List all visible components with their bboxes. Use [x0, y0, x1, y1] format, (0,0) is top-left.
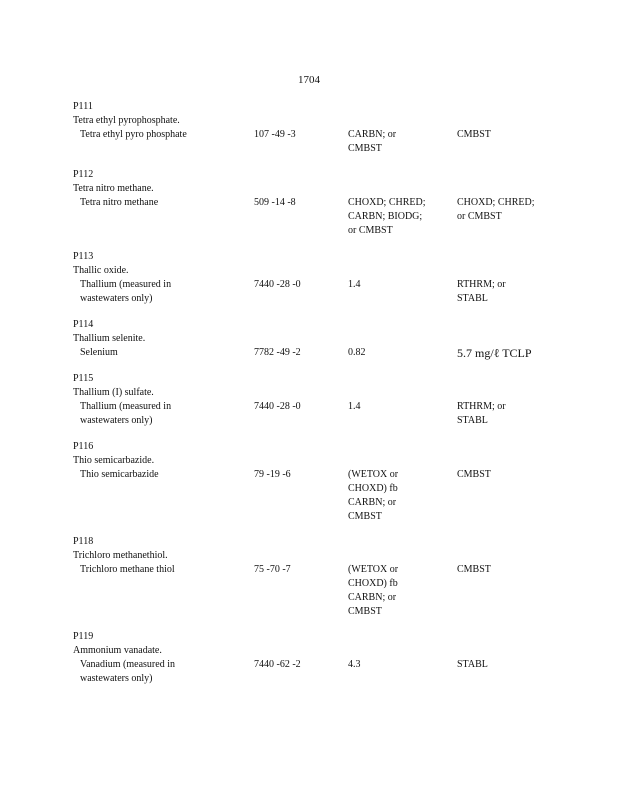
- waste-code: P113: [73, 251, 94, 262]
- waste-name: Thallium selenite.: [73, 333, 146, 344]
- wastewater-line: CMBST: [348, 606, 382, 617]
- waste-name: Trichloro methanethiol.: [73, 550, 168, 561]
- waste-name: Ammonium vanadate.: [73, 645, 162, 656]
- constituent-row: [73, 563, 553, 617]
- constituent-row: [73, 400, 553, 426]
- constituent-row: [73, 468, 553, 522]
- waste-entry-p113: [73, 250, 553, 304]
- waste-entry-p114: [73, 318, 553, 360]
- cas-number: 7440 -28 -0: [254, 279, 301, 290]
- nonwastewater-line: RTHRM; or: [457, 279, 506, 290]
- constituent-text: Thallium (measured in: [80, 401, 172, 412]
- constituent-text: Vanadium (measured in: [80, 659, 175, 670]
- constituent-cell: [80, 400, 200, 428]
- nonwastewater-line: or CMBST: [457, 211, 502, 222]
- constituent-row: [73, 128, 553, 154]
- constituent-cell: [80, 563, 200, 577]
- waste-entry-p111: [73, 100, 553, 154]
- nonwastewater-line: CHOXD; CHRED;: [457, 197, 535, 208]
- waste-code: P116: [73, 441, 94, 452]
- wastewater-line: CHOXD) fb: [348, 483, 398, 494]
- nonwastewater-standard: [457, 468, 547, 482]
- waste-name: Thallium (I) sulfate.: [73, 387, 154, 398]
- wastewater-line: 4.3: [348, 659, 361, 670]
- wastewater-standard: [348, 346, 438, 360]
- page-number: 1704: [298, 74, 320, 86]
- wastewater-line: CHOXD) fb: [348, 578, 398, 589]
- waste-entry-p118: [73, 535, 553, 617]
- wastewater-standard: [348, 278, 438, 292]
- constituent-cell: [80, 128, 200, 142]
- waste-name: Thallic oxide.: [73, 265, 129, 276]
- waste-entry-p112: [73, 168, 553, 236]
- wastewater-line: (WETOX or: [348, 564, 399, 575]
- constituent-row: [73, 278, 553, 304]
- constituent-row: [73, 346, 553, 360]
- cas-number: 7782 -49 -2: [254, 347, 301, 358]
- wastewater-standard: [348, 400, 438, 414]
- constituent-text: wastewaters only): [80, 293, 153, 304]
- waste-name: Thio semicarbazide.: [73, 455, 155, 466]
- constituent-cell: [80, 196, 200, 210]
- wastewater-line: CARBN; or: [348, 592, 397, 603]
- wastewater-line: or CMBST: [348, 225, 393, 236]
- constituent-text: wastewaters only): [80, 673, 153, 684]
- cas-number: 7440 -62 -2: [254, 659, 301, 670]
- nonwastewater-standard: [457, 400, 547, 428]
- nonwastewater-standard: [457, 278, 547, 306]
- constituent-row: [73, 658, 553, 684]
- constituent-text: Tetra nitro methane: [80, 197, 159, 208]
- wastewater-standard: [348, 128, 438, 156]
- waste-code: P111: [73, 101, 93, 112]
- wastewater-line: CMBST: [348, 511, 382, 522]
- wastewater-standard: [348, 658, 438, 672]
- constituent-text: Thallium (measured in: [80, 279, 172, 290]
- waste-entry-p119: [73, 630, 553, 684]
- constituent-text: Tetra ethyl pyro phosphate: [80, 129, 187, 140]
- wastewater-line: CARBN; or: [348, 497, 397, 508]
- nonwastewater-line: 5.7 mg/ℓ TCLP: [457, 346, 532, 360]
- constituent-cell: [80, 278, 200, 306]
- waste-code: P118: [73, 536, 94, 547]
- nonwastewater-line: RTHRM; or: [457, 401, 506, 412]
- nonwastewater-standard: [457, 563, 547, 577]
- nonwastewater-line: STABL: [457, 293, 488, 304]
- nonwastewater-line: STABL: [457, 659, 488, 670]
- cas-number: 75 -70 -7: [254, 564, 291, 575]
- wastewater-standard: [348, 468, 438, 524]
- waste-code: P114: [73, 319, 94, 330]
- nonwastewater-line: CMBST: [457, 129, 491, 140]
- constituent-text: Selenium: [80, 347, 118, 358]
- waste-name: Tetra ethyl pyrophosphate.: [73, 115, 180, 126]
- wastewater-line: CARBN; or: [348, 129, 397, 140]
- cas-number: 107 -49 -3: [254, 129, 296, 140]
- constituent-cell: [80, 346, 200, 360]
- cas-number: 509 -14 -8: [254, 197, 296, 208]
- nonwastewater-standard: [457, 346, 547, 360]
- waste-name: Tetra nitro methane.: [73, 183, 154, 194]
- constituent-row: [73, 196, 553, 236]
- waste-code: P119: [73, 631, 94, 642]
- wastewater-line: 1.4: [348, 401, 361, 412]
- nonwastewater-standard: [457, 196, 547, 224]
- wastewater-line: (WETOX or: [348, 469, 399, 480]
- constituent-text: Thio semicarbazide: [80, 469, 159, 480]
- waste-entry-p115: [73, 372, 553, 426]
- constituent-cell: [80, 658, 200, 686]
- waste-code: P112: [73, 169, 94, 180]
- nonwastewater-line: CMBST: [457, 469, 491, 480]
- cas-number: 79 -19 -6: [254, 469, 291, 480]
- wastewater-standard: [348, 563, 438, 619]
- waste-code: P115: [73, 373, 94, 384]
- nonwastewater-standard: [457, 128, 547, 142]
- nonwastewater-line: CMBST: [457, 564, 491, 575]
- wastewater-line: 1.4: [348, 279, 361, 290]
- wastewater-line: CMBST: [348, 143, 382, 154]
- constituent-cell: [80, 468, 200, 482]
- nonwastewater-line: STABL: [457, 415, 488, 426]
- waste-entry-p116: [73, 440, 553, 522]
- nonwastewater-standard: [457, 658, 547, 672]
- cas-number: 7440 -28 -0: [254, 401, 301, 412]
- wastewater-line: 0.82: [348, 347, 366, 358]
- wastewater-line: CHOXD; CHRED;: [348, 197, 426, 208]
- constituent-text: wastewaters only): [80, 415, 153, 426]
- wastewater-line: CARBN; BIODG;: [348, 211, 423, 222]
- wastewater-standard: [348, 196, 438, 238]
- constituent-text: Trichloro methane thiol: [80, 564, 175, 575]
